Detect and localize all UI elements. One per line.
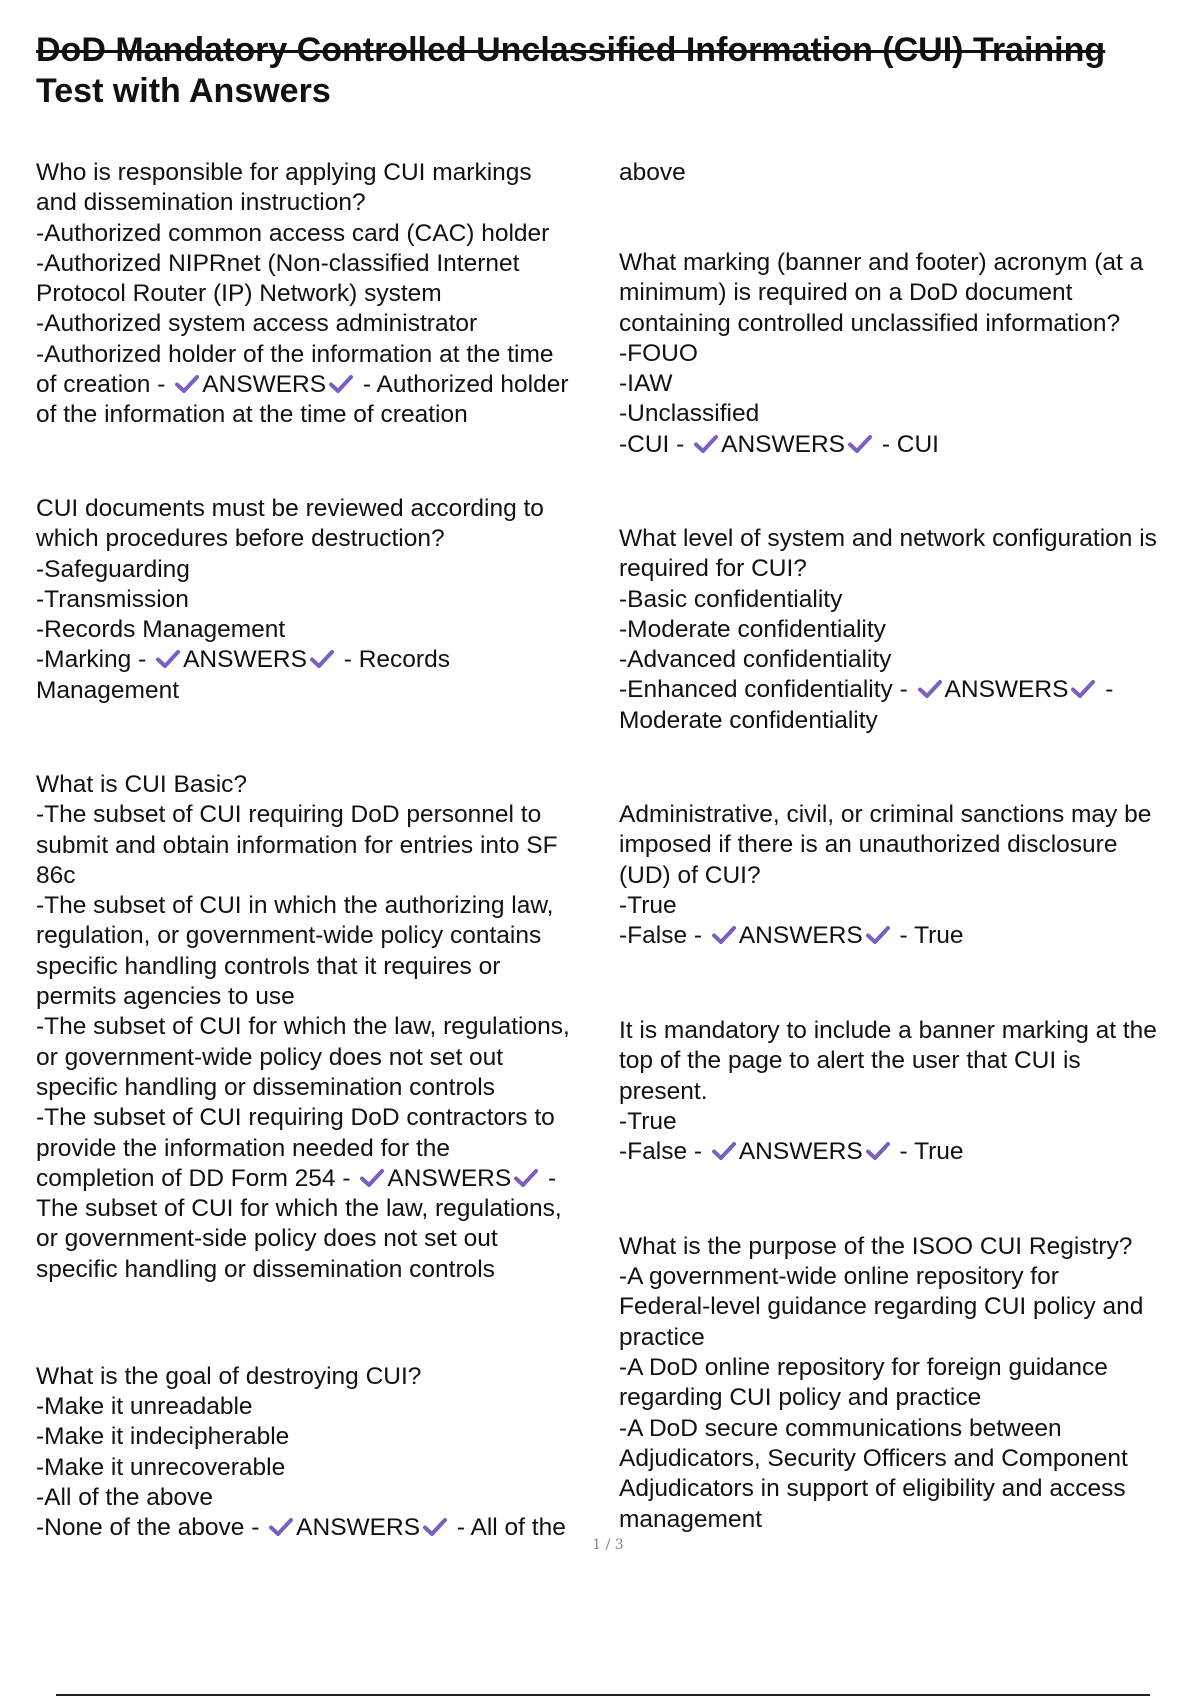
option-text: -True (619, 1107, 677, 1135)
question-block (36, 1362, 611, 1544)
right-column (619, 158, 1197, 1535)
option-text: Management (36, 676, 180, 704)
option-text: minimum) is required on a DoD document (619, 279, 1073, 307)
answer-prefix: -False - (619, 922, 709, 950)
option-text: specific handling controls that it requires or (36, 952, 501, 980)
option-text: -Basic confidentiality (619, 585, 843, 613)
checkmark-icon (359, 1168, 385, 1188)
option-text: -True (619, 891, 677, 919)
answer-prefix: -Enhanced confidentiality - (619, 676, 915, 704)
checkmark-icon (917, 679, 943, 699)
option-text: -IAW (619, 370, 673, 398)
option-text: -Make it indecipherable (36, 1423, 290, 1451)
question-text: What level of system and network configuration is (619, 524, 1157, 552)
option-text: specific handling or dissemination controls (36, 1073, 495, 1101)
question-block (619, 248, 1197, 460)
checkmark-icon (711, 925, 737, 945)
correct-answer: - (541, 1164, 557, 1192)
option-text: -A DoD secure communications between (619, 1414, 1062, 1442)
option-text: -Authorized common access card (CAC) holder (36, 219, 550, 247)
checkmark-icon (328, 374, 354, 394)
option-text: Protocol Router (IP) Network) system (36, 280, 442, 308)
document-title (36, 30, 1186, 112)
question-text: above (619, 159, 686, 186)
correct-answer: - (1098, 676, 1114, 704)
page-divider (56, 1694, 1150, 1696)
checkmark-icon (1070, 679, 1096, 699)
answers-label: ANSWERS (387, 1164, 512, 1192)
checkmark-icon (693, 434, 719, 454)
answer-prefix: completion of DD Form 254 - (36, 1164, 358, 1192)
correct-answer: - True (892, 922, 964, 950)
answer-line (619, 675, 1197, 705)
answer-line (619, 1137, 1197, 1167)
option-text: or government-side policy does not set out (36, 1225, 498, 1253)
checkmark-icon (711, 1141, 737, 1161)
correct-answer: - CUI (875, 430, 939, 458)
left-column (36, 158, 611, 1544)
option-text: -Transmission (36, 585, 189, 613)
answer-prefix: -None of the above - (36, 1514, 267, 1542)
question-block (619, 158, 1197, 188)
answers-label: ANSWERS (183, 646, 307, 674)
option-text: -Unclassified (619, 400, 760, 428)
option-text: (UD) of CUI? (619, 861, 761, 889)
option-text: -Records Management (36, 616, 286, 644)
option-text: -Authorized holder of the information at the time (36, 340, 554, 368)
page-number: 1 / 3 (592, 1537, 624, 1553)
checkmark-icon (155, 649, 181, 669)
option-text: -FOUO (619, 339, 698, 367)
option-text: management (619, 1505, 763, 1533)
option-text: required for CUI? (619, 555, 807, 583)
answers-label: ANSWERS (738, 1138, 863, 1166)
option-text: -A government-wide online repository for (619, 1263, 1059, 1291)
question-block (619, 1016, 1197, 1167)
question-block (619, 1232, 1197, 1535)
answers-label: ANSWERS (738, 922, 863, 950)
answer-prefix: of creation - (36, 371, 173, 399)
option-text: submit and obtain information for entries into SF (36, 831, 558, 859)
option-text: specific handling or dissemination controls (36, 1255, 495, 1283)
correct-answer: - True (892, 1138, 964, 1166)
question-block (619, 524, 1197, 736)
question-block (36, 494, 611, 706)
checkmark-icon (513, 1168, 539, 1188)
option-text: Adjudicators, Security Officers and Component (619, 1444, 1128, 1472)
document-title-line-1: DoD Mandatory Controlled Unclassified Information (CUI) Training (36, 31, 1106, 69)
option-text: The subset of CUI for which the law, regulations, (36, 1195, 562, 1223)
option-text: 86c (36, 861, 76, 889)
question-text: What marking (banner and footer) acronym (at a (619, 248, 1144, 276)
option-text: -Authorized NIPRnet (Non-classified Internet (36, 249, 520, 277)
option-text: regarding CUI policy and practice (619, 1384, 982, 1412)
checkmark-icon (422, 1517, 448, 1537)
checkmark-icon (865, 925, 891, 945)
answer-prefix: -CUI - (619, 430, 692, 458)
option-text: top of the page to alert the user that CUI is (619, 1047, 1081, 1075)
question-text: What is CUI Basic? (36, 770, 248, 798)
answer-prefix: -False - (619, 1138, 709, 1166)
question-text: It is mandatory to include a banner marking at the (619, 1016, 1157, 1044)
option-text: -Make it unrecoverable (36, 1453, 286, 1481)
question-block (36, 158, 611, 431)
option-text: which procedures before destruction? (36, 525, 445, 553)
option-text: -A DoD online repository for foreign guidance (619, 1354, 1108, 1382)
option-text: permits agencies to use (36, 983, 295, 1011)
answer-line (619, 921, 1197, 951)
question-text: Administrative, civil, or criminal sanctions may be (619, 800, 1152, 828)
checkmark-icon (865, 1141, 891, 1161)
option-text: present. (619, 1077, 708, 1105)
option-text: -Make it unreadable (36, 1393, 253, 1421)
question-text: What is the goal of destroying CUI? (36, 1362, 422, 1390)
question-text: CUI documents must be reviewed according to (36, 494, 544, 522)
answer-line (619, 430, 1197, 460)
option-text: containing controlled unclassified information? (619, 309, 1121, 337)
question-text: Who is responsible for applying CUI markings (36, 159, 532, 186)
answers-label: ANSWERS (202, 371, 327, 399)
option-text: -Moderate confidentiality (619, 615, 886, 643)
answer-line (36, 370, 611, 400)
answers-label: ANSWERS (944, 676, 1069, 704)
option-text: -The subset of CUI in which the authorizing law, (36, 892, 554, 920)
option-text: -Safeguarding (36, 555, 190, 583)
answers-label: ANSWERS (296, 1514, 421, 1542)
option-text: practice (619, 1323, 705, 1351)
checkmark-icon (268, 1517, 294, 1537)
option-text: -The subset of CUI requiring DoD personnel to (36, 801, 542, 829)
option-text: -All of the above (36, 1484, 214, 1512)
checkmark-icon (174, 374, 200, 394)
option-text: -The subset of CUI for which the law, regulations, (36, 1013, 570, 1041)
document-title-line-2: Test with Answers (36, 72, 331, 110)
correct-answer: - All of the (450, 1514, 566, 1542)
answers-label: ANSWERS (721, 430, 846, 458)
question-text: What is the purpose of the ISOO CUI Registry? (619, 1232, 1133, 1260)
option-text: of the information at the time of creation (36, 401, 468, 429)
correct-answer: - Records (336, 646, 450, 674)
option-text: and dissemination instruction? (36, 189, 366, 217)
answer-line (36, 645, 611, 675)
question-block (36, 770, 611, 1285)
option-text: imposed if there is an unauthorized disclosure (619, 831, 1118, 859)
option-text: -Advanced confidentiality (619, 646, 892, 674)
option-text: or government-wide policy does not set out (36, 1043, 504, 1071)
option-text: Moderate confidentiality (619, 706, 878, 734)
option-text: -Authorized system access administrator (36, 310, 478, 338)
checkmark-icon (847, 434, 873, 454)
correct-answer: - Authorized holder (356, 371, 569, 399)
option-text: regulation, or government-wide policy contains (36, 922, 542, 950)
option-text: Adjudicators in support of eligibility and access (619, 1475, 1126, 1503)
answer-prefix: -Marking - (36, 646, 154, 674)
answer-line (36, 1164, 611, 1194)
option-text: Federal-level guidance regarding CUI policy and (619, 1293, 1144, 1321)
question-block (619, 800, 1197, 951)
option-text: provide the information needed for the (36, 1134, 451, 1162)
option-text: -The subset of CUI requiring DoD contractors to (36, 1104, 555, 1132)
checkmark-icon (309, 649, 335, 669)
